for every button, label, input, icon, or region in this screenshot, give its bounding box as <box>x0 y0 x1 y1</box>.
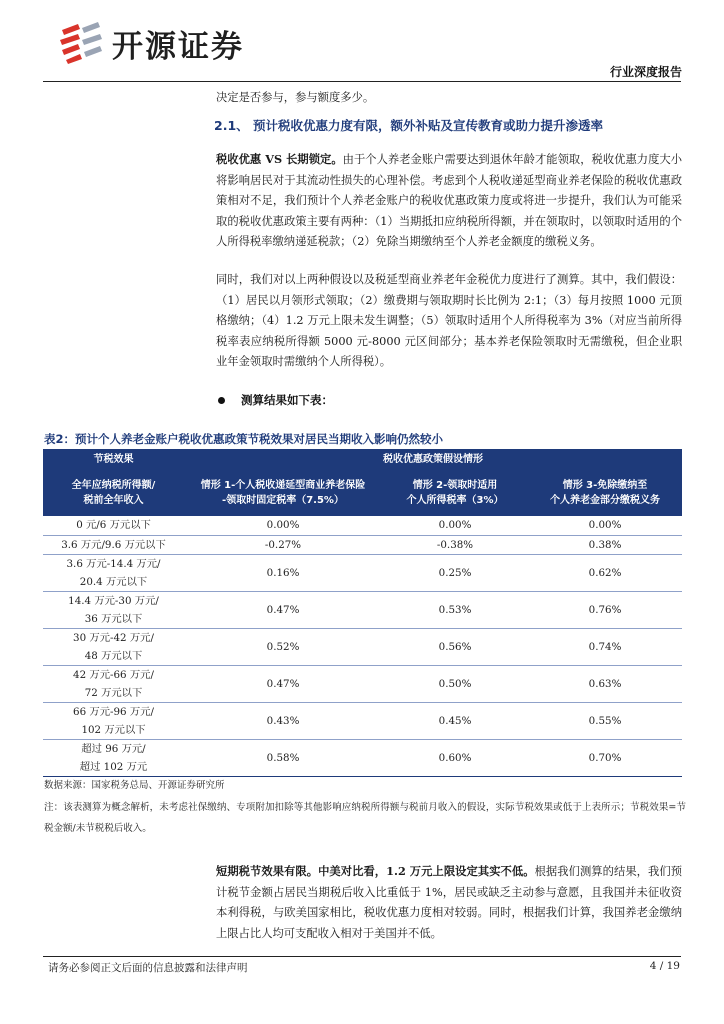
cell-line: 102 万元以下 <box>81 723 146 736</box>
header-line: 税前全年收入 <box>83 494 144 506</box>
intro-text: 决定是否参与，参与额度多少。 <box>216 91 375 104</box>
table-row <box>43 591 682 628</box>
paragraph-lead: 短期税节效果有限。中美对比看，1.2 万元上限设定其实不低。 <box>216 864 535 878</box>
income-bracket-cell <box>43 554 184 591</box>
paragraph-body: 由于个人养老金账户需要达到退休年龄才能领取，税收优惠力度大小将影响居民对于其流动性损失的心理补偿。考虑到个人税收递延型商业养老保险的税收优惠政策相对不足，我们预计个人养老金账户的税收优惠政策力度或将进一步提升，我们认为可能采取的税收优惠政策主要有两种：（1）当期抵扣应纳税所得额，并在领取时，以领取时适用的个人所得税率缴纳递延税款；（2）免除当期缴纳至个人养老金额度的缴税义务。 <box>216 153 682 248</box>
cell-line: 14.4 万元-30 万元/ <box>68 594 159 607</box>
income-bracket-cell <box>43 591 184 628</box>
value-cell: 0.62% <box>528 554 682 591</box>
header-line: 情形 3-免除缴纳至 <box>562 479 648 491</box>
value-cell: 0.50% <box>382 665 528 702</box>
table-row <box>43 535 682 554</box>
table-header-row <box>43 449 682 469</box>
bullet-text: 测算结果如下表： <box>241 393 333 407</box>
brand-name: 开源证券 <box>112 28 244 65</box>
cell-line: 42 万元-66 万元/ <box>73 668 154 681</box>
header-line: 情形 1-个人税收递延型商业养老保险 <box>200 479 366 491</box>
table-header-row <box>43 469 682 516</box>
header-line: 个人所得税率（3%） <box>406 494 504 506</box>
value-cell: 0.47% <box>184 665 382 702</box>
header-line: 情形 2-领取时适用 <box>412 479 498 491</box>
footer-disclaimer: 请务必参阅正文后面的信息披露和法律声明 <box>48 962 248 974</box>
cell-line: 超过 102 万元 <box>79 760 148 773</box>
value-cell: 0.55% <box>528 702 682 739</box>
value-cell: 0.25% <box>382 554 528 591</box>
header-cell <box>382 469 528 516</box>
value-cell: 0.53% <box>382 591 528 628</box>
income-bracket-cell <box>43 665 184 702</box>
table-row <box>43 702 682 739</box>
value-cell: 0.60% <box>382 739 528 776</box>
header-line: 个人养老金部分缴税义务 <box>550 494 660 506</box>
income-bracket-cell <box>43 702 184 739</box>
cell-line: 36 万元以下 <box>84 612 143 625</box>
value-cell: 0.43% <box>184 702 382 739</box>
bullet-icon <box>218 397 225 404</box>
value-cell: 0.00% <box>382 516 528 535</box>
header-cell: 节税效果 <box>43 449 184 469</box>
cell-line: 超过 96 万元/ <box>81 742 146 755</box>
section-heading: 2.1、 预计税收优惠力度有限，额外补贴及宣传教育或助力提升渗透率 <box>214 118 603 133</box>
paragraph-body: 根据我们测算的结果，我们预计税节金额占居民当期税后收入比重低于 1%，居民或缺乏主动参与意愿，且我国并未征收资本利得税，与欧美国家相比，税收优惠力度相对较弱。同时，根据我们计算，我国养老金缴纳上限占比人均可支配收入相对于美国并不低。 <box>216 865 682 940</box>
income-bracket-cell <box>43 739 184 776</box>
value-cell: 0.38% <box>528 535 682 554</box>
income-bracket-cell <box>43 516 184 535</box>
footer-divider <box>43 956 681 957</box>
cell-line: 30 万元-42 万元/ <box>73 631 154 644</box>
brand-logo-icon <box>58 20 106 66</box>
table-row <box>43 516 682 535</box>
header-cell <box>528 469 682 516</box>
paragraph-short-term <box>216 861 682 944</box>
value-cell: -0.27% <box>184 535 382 554</box>
value-cell: 0.56% <box>382 628 528 665</box>
value-cell: 0.52% <box>184 628 382 665</box>
paragraph-assumptions: 同时，我们对以上两种假设以及税延型商业养老年金税优力度进行了测算。其中，我们假设：（1）居民以月领形式领取；（2）缴费期与领取期时长比例为 2:1；（3）每月按照 1000 元顶格缴纳；（4）1.2 万元上限未发生调整；（5）领取时适用个人所得税率为 3%（对应当前所得税率表应纳税所得额 5000 元-8000 元区间部分；基本养老保险领取时无需缴税，但企业职业年金领取时需缴纳个人所得税）。 <box>216 273 682 368</box>
cell-line: 66 万元-96 万元/ <box>73 705 154 718</box>
income-bracket-cell <box>43 535 184 554</box>
table-row <box>43 739 682 776</box>
value-cell: 0.74% <box>528 628 682 665</box>
tax-effect-table <box>43 449 682 777</box>
paragraph-tax-vs-lock <box>216 149 682 253</box>
value-cell: 0.00% <box>528 516 682 535</box>
page-number: 4 / 19 <box>649 960 680 972</box>
data-source: 数据来源：国家税务总局、开源证券研究所 <box>44 780 225 791</box>
table-row <box>43 554 682 591</box>
paragraph-lead: 税收优惠 VS 长期锁定。 <box>216 152 343 166</box>
table-row <box>43 628 682 665</box>
cell-line: 3.6 万元/9.6 万元以下 <box>61 538 166 551</box>
table-note: 注：该表测算为概念解析，未考虑社保缴纳、专项附加扣除等其他影响应纳税所得额与税前月收入的假设，实际节税效果或低于上表所示；节税效果=节税金额/未节税税后收入。 <box>44 802 686 834</box>
table-title: 表2：预计个人养老金账户税收优惠政策节税效果对居民当期收入影响仍然较小 <box>44 432 443 446</box>
header-line: 全年应纳税所得额/ <box>71 479 156 491</box>
report-type-label: 行业深度报告 <box>609 65 682 79</box>
header-cell <box>43 469 184 516</box>
value-cell: -0.38% <box>382 535 528 554</box>
header-group-cell: 税收优惠政策假设情形 <box>184 449 682 469</box>
value-cell: 0.63% <box>528 665 682 702</box>
income-bracket-cell <box>43 628 184 665</box>
cell-line: 72 万元以下 <box>84 686 143 699</box>
value-cell: 0.76% <box>528 591 682 628</box>
value-cell: 0.70% <box>528 739 682 776</box>
header-line: -领取时固定税率（7.5%） <box>222 494 344 506</box>
value-cell: 0.16% <box>184 554 382 591</box>
cell-line: 20.4 万元以下 <box>79 575 148 588</box>
value-cell: 0.45% <box>382 702 528 739</box>
cell-line: 3.6 万元-14.4 万元/ <box>66 557 161 570</box>
value-cell: 0.00% <box>184 516 382 535</box>
cell-line: 0 元/6 万元以下 <box>76 519 151 532</box>
header-cell <box>184 469 382 516</box>
brand-logo <box>58 18 244 68</box>
value-cell: 0.58% <box>184 739 382 776</box>
table-row <box>43 665 682 702</box>
bullet-item <box>218 392 333 408</box>
value-cell: 0.47% <box>184 591 382 628</box>
header-divider <box>43 81 681 82</box>
cell-line: 48 万元以下 <box>84 649 143 662</box>
